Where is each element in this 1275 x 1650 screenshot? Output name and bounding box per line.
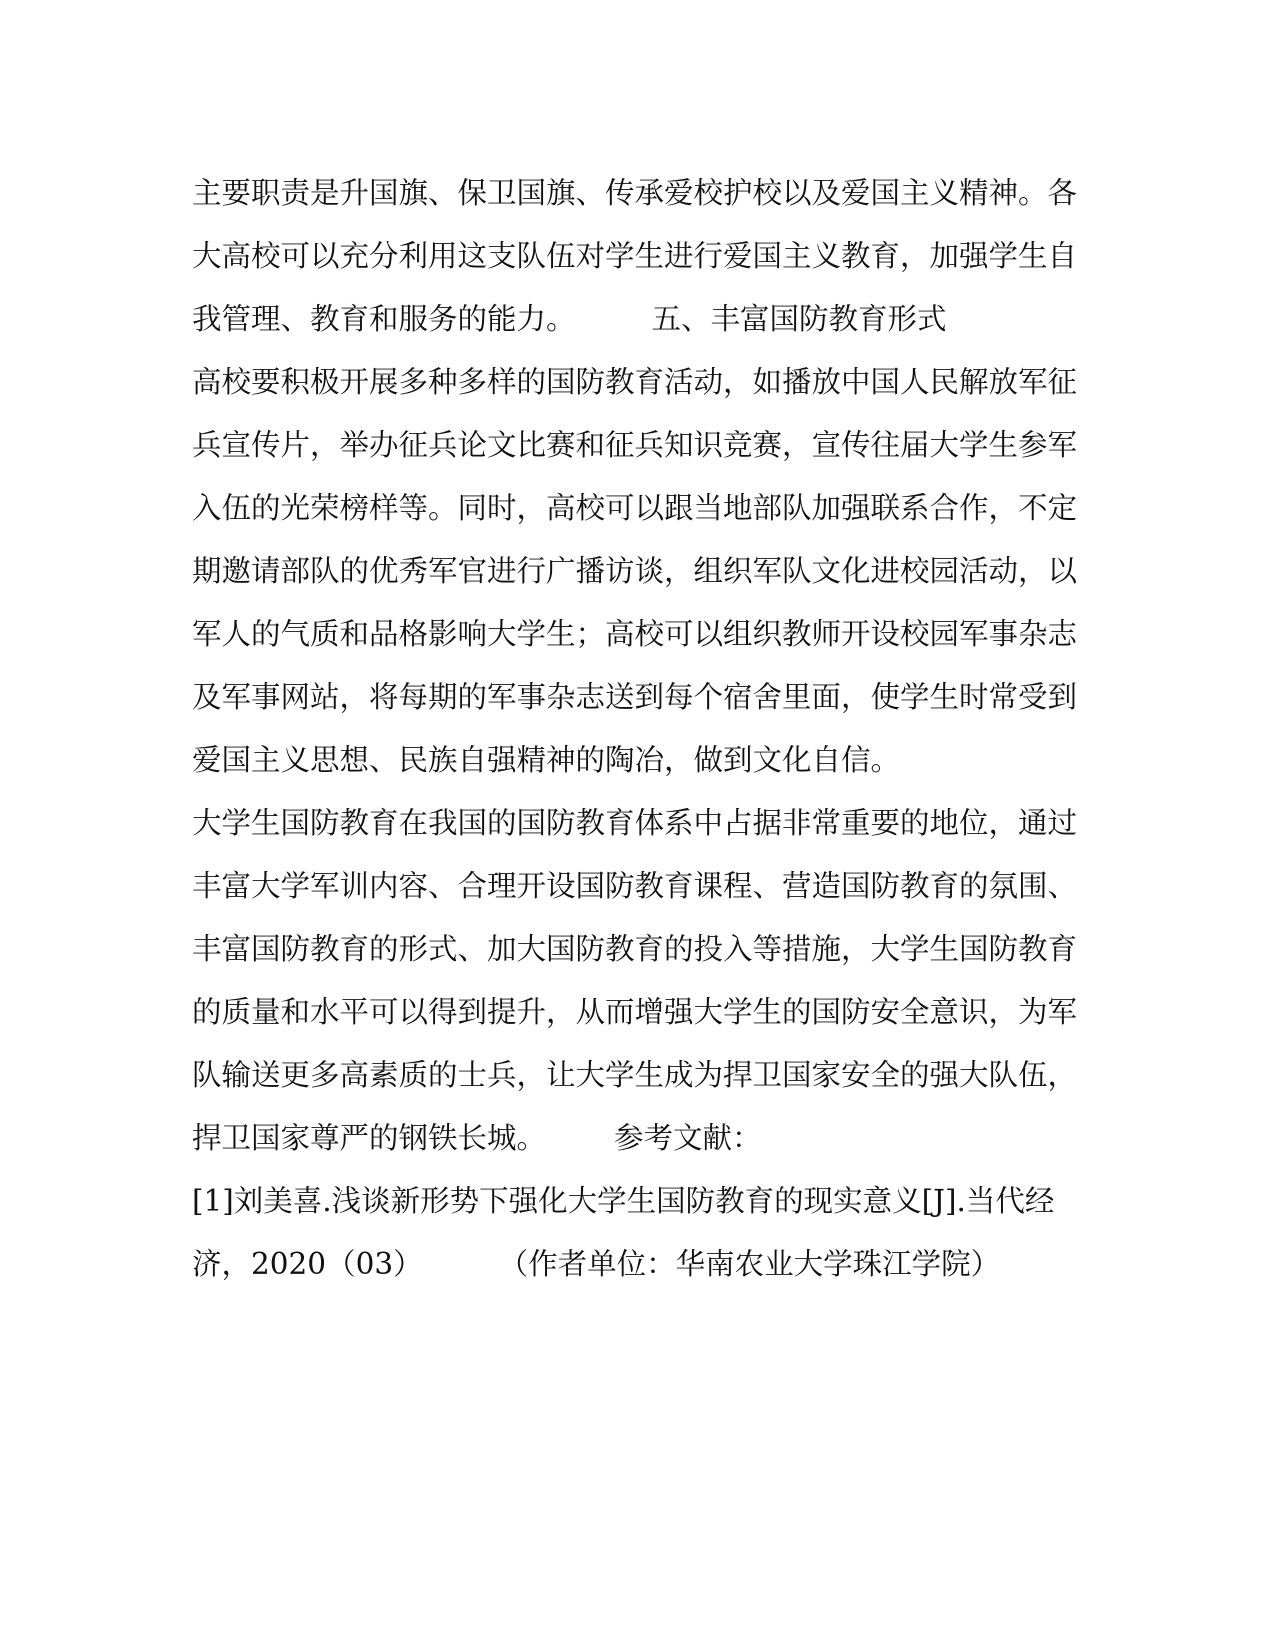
- reference-line: [192, 1233, 1072, 1296]
- text-fragment: 济，2020（03）: [192, 1247, 423, 1281]
- section-heading: 五、丰富国防教育形式: [651, 302, 947, 336]
- text-line: 的质量和水平可以得到提升，从而增强大学生的国防安全意识，为军: [192, 995, 1078, 1029]
- references-heading: 参考文献：: [614, 1121, 762, 1155]
- text-line: 大学生国防教育在我国的国防教育体系中占据非常重要的地位，通过: [192, 806, 1078, 840]
- reference-line: [1]刘美喜.浅谈新形势下强化大学生国防教育的现实意义[J].当代经: [192, 1184, 1055, 1218]
- text-line: 兵宣传片，举办征兵论文比赛和征兵知识竞赛，宣传往届大学生参军: [192, 428, 1078, 462]
- text-fragment: 我管理、教育和服务的能力。: [192, 302, 576, 336]
- author-unit: （作者单位：华南农业大学珠江学院）: [498, 1247, 1001, 1281]
- text-line: 及军事网站，将每期的军事杂志送到每个宿舍里面，使学生时常受到: [192, 680, 1078, 714]
- text-fragment: 捍卫国家尊严的钢铁长城。: [192, 1121, 547, 1155]
- text-line: 丰富大学军训内容、合理开设国防教育课程、营造国防教育的氛围、: [192, 869, 1078, 903]
- text-line: 军人的气质和品格影响大学生；高校可以组织教师开设校园军事杂志: [192, 617, 1078, 651]
- text-line: [192, 288, 1072, 351]
- text-line: 爱国主义思想、民族自强精神的陶冶，做到文化自信。: [192, 743, 901, 777]
- text-line: 队输送更多高素质的士兵，让大学生成为捍卫国家安全的强大队伍，: [192, 1058, 1078, 1092]
- text-line: 大高校可以充分利用这支队伍对学生进行爱国主义教育，加强学生自: [192, 239, 1078, 273]
- text-line: 期邀请部队的优秀军官进行广播访谈，组织军队文化进校园活动，以: [192, 554, 1078, 588]
- document-body: [192, 162, 1078, 1296]
- text-line: [192, 1107, 1072, 1170]
- text-line: 丰富国防教育的形式、加大国防教育的投入等措施，大学生国防教育: [192, 932, 1078, 966]
- text-line: 入伍的光荣榜样等。同时，高校可以跟当地部队加强联系合作，不定: [192, 491, 1078, 525]
- text-line: 主要职责是升国旗、保卫国旗、传承爱校护校以及爱国主义精神。各: [192, 176, 1078, 210]
- text-line: 高校要积极开展多种多样的国防教育活动，如播放中国人民解放军征: [192, 365, 1078, 399]
